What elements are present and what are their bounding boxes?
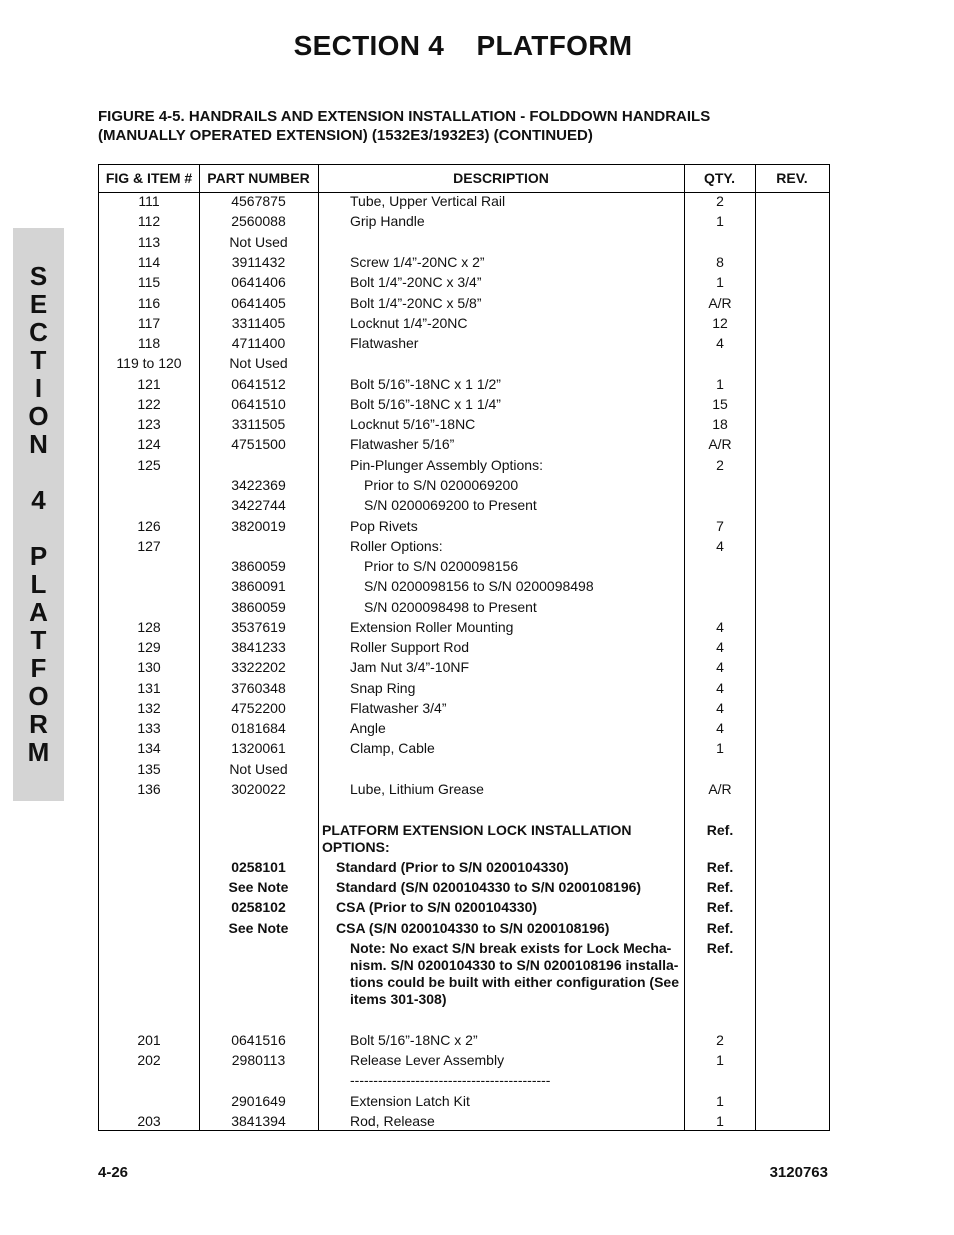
cell-fig-item: 115 [137, 274, 161, 290]
cell-description: Tube, Upper Vertical Rail [350, 193, 506, 209]
cell-fig-item: 202 [137, 1052, 161, 1068]
cell-part-number: 0258102 [231, 899, 286, 915]
cell-fig-item: 116 [137, 295, 161, 311]
cell-part-number: 3860091 [231, 578, 286, 594]
cell-part-number: 3422369 [231, 477, 286, 493]
cell-part-number: 2980113 [231, 1052, 286, 1068]
cell-fig-item: 126 [137, 518, 161, 534]
side-tab-letter: M [27, 737, 50, 767]
figure-title-line-1: FIGURE 4-5. HANDRAILS AND EXTENSION INSTALLATION - FOLDDOWN HANDRAILS [98, 108, 711, 125]
cell-description: Pop Rivets [350, 518, 418, 534]
cell-qty: 1 [716, 1113, 724, 1129]
side-tab-letter: T [30, 345, 47, 375]
cell-qty: 2 [716, 1032, 724, 1048]
cell-description: Flatwasher 3/4” [350, 700, 447, 716]
side-tab-letter: O [28, 401, 49, 431]
cell-part-number: 3820019 [231, 518, 286, 534]
cell-qty: Ref. [706, 879, 734, 895]
cell-description: Bolt 1/4”-20NC x 3/4” [350, 274, 482, 290]
cell-part-number: 4711400 [231, 335, 286, 351]
cell-fig-item: 128 [137, 619, 161, 635]
cell-qty: 4 [716, 639, 724, 655]
cell-part-number: 0641512 [231, 376, 286, 392]
cell-description: Snap Ring [350, 680, 416, 696]
cell-qty: 1 [716, 213, 724, 229]
cell-qty: A/R [708, 436, 732, 452]
figure-title [98, 107, 818, 145]
header-rev: REV. [776, 170, 808, 186]
cell-qty: A/R [708, 781, 732, 797]
side-tab-letter: P [29, 541, 48, 571]
side-tab-letter: E [29, 289, 48, 319]
cell-description: Bolt 5/16”-18NC x 2” [350, 1032, 478, 1048]
cell-description: Prior to S/N 0200098156 [364, 558, 519, 574]
side-tab-letter: N [29, 429, 48, 459]
cell-part-number: 4751500 [231, 436, 286, 452]
cell-qty: 1 [716, 376, 724, 392]
cell-part-number: 0641405 [231, 295, 286, 311]
cell-part-number: 0641516 [231, 1032, 286, 1048]
cell-description: Angle [350, 720, 386, 736]
cell-qty: 2 [716, 457, 724, 473]
cell-description: Locknut 1/4”-20NC [350, 315, 468, 331]
cell-part-number: See Note [228, 920, 289, 936]
cell-part-number: 3311405 [231, 315, 286, 331]
cell-description: S/N 0200098156 to S/N 0200098498 [364, 578, 594, 594]
cell-fig-item: 127 [137, 538, 161, 554]
cell-fig-item: 203 [137, 1113, 161, 1129]
cell-description: Locknut 5/16”-18NC [350, 416, 476, 432]
cell-description: Rod, Release [350, 1113, 435, 1129]
side-tab-letter: F [30, 653, 47, 683]
cell-qty: 4 [716, 659, 724, 675]
cell-qty: 4 [716, 335, 724, 351]
cell-fig-item: 132 [137, 700, 161, 716]
cell-description: Screw 1/4”-20NC x 2” [350, 254, 485, 270]
parts-table [98, 164, 830, 1131]
cell-description: Standard (Prior to S/N 0200104330) [336, 859, 569, 875]
cell-qty: 4 [716, 538, 724, 554]
cell-fig-item: 113 [137, 234, 161, 250]
cell-part-number: 4567875 [231, 193, 286, 209]
cell-description: Note: No exact S/N break exists for Lock Mecha- nism. S/N 0200104330 to S/N 0200108196 installa- tions could be built with either configuration (See items 301-308) [350, 940, 680, 1007]
cell-fig-item: 134 [137, 740, 161, 756]
cell-qty: 1 [716, 740, 724, 756]
cell-description: CSA (S/N 0200104330 to S/N 0200108196) [336, 920, 610, 936]
side-tab-letter: T [30, 625, 47, 655]
cell-qty: 1 [716, 1052, 724, 1068]
cell-part-number: 3322202 [231, 659, 286, 675]
cell-part-number: 1320061 [231, 740, 286, 756]
header-description: DESCRIPTION [453, 170, 549, 186]
cell-part-number: 4752200 [231, 700, 286, 716]
cell-fig-item: 125 [137, 457, 161, 473]
cell-qty: 2 [716, 193, 724, 209]
cell-qty: 7 [716, 518, 724, 534]
cell-part-number: 0641510 [231, 396, 286, 412]
cell-description: Extension Latch Kit [350, 1093, 470, 1109]
cell-description: Release Lever Assembly [350, 1052, 505, 1068]
cell-fig-item: 117 [137, 315, 161, 331]
column-divider [755, 165, 756, 1130]
cell-description: Clamp, Cable [350, 740, 435, 756]
header-fig-item: FIG & ITEM # [105, 170, 193, 186]
cell-qty: Ref. [706, 822, 734, 838]
cell-part-number: 2901649 [231, 1093, 286, 1109]
section-title: SECTION 4 PLATFORM [293, 30, 633, 61]
cell-fig-item: 114 [137, 254, 161, 270]
cell-description: Roller Options: [350, 538, 443, 554]
cell-fig-item: 121 [137, 376, 161, 392]
cell-qty: Ref. [706, 899, 734, 915]
side-tab-letter: C [29, 317, 48, 347]
cell-part-number: 0258101 [231, 859, 286, 875]
cell-fig-item: 130 [137, 659, 161, 675]
cell-part-number: 3911432 [231, 254, 286, 270]
cell-qty: 8 [716, 254, 724, 270]
cell-description: CSA (Prior to S/N 0200104330) [336, 899, 538, 915]
cell-description: Lube, Lithium Grease [350, 781, 484, 797]
cell-description: ------------------------------------------- [350, 1072, 551, 1088]
cell-qty: 1 [716, 1093, 724, 1109]
cell-fig-item: 133 [137, 720, 161, 736]
cell-part-number: 2560088 [231, 213, 286, 229]
cell-fig-item: 135 [137, 761, 161, 777]
cell-part-number: 3537619 [231, 619, 286, 635]
cell-description: Flatwasher [350, 335, 419, 351]
cell-description: Grip Handle [350, 213, 425, 229]
figure-title-line-2: (MANUALLY OPERATED EXTENSION) (1532E3/1932E3) (CONTINUED) [98, 127, 593, 144]
cell-qty: 4 [716, 720, 724, 736]
cell-fig-item: 201 [137, 1032, 161, 1048]
cell-part-number: 3841394 [231, 1113, 286, 1129]
cell-fig-item: 112 [137, 213, 161, 229]
section-side-tab [13, 228, 64, 801]
cell-qty: 18 [712, 416, 728, 432]
cell-qty: Ref. [706, 940, 734, 956]
side-tab-letter: O [28, 681, 49, 711]
cell-description: Bolt 5/16”-18NC x 1 1/4” [350, 396, 501, 412]
cell-qty: 15 [712, 396, 728, 412]
cell-qty: A/R [708, 295, 732, 311]
cell-fig-item: 111 [138, 193, 160, 209]
cell-fig-item: 118 [137, 335, 161, 351]
cell-description: PLATFORM EXTENSION LOCK INSTALLATION OPTIONS: [322, 822, 632, 855]
cell-fig-item: 119 to 120 [116, 355, 182, 371]
cell-part-number: See Note [228, 879, 289, 895]
cell-description: Roller Support Rod [350, 639, 470, 655]
header-part-number: PART NUMBER [207, 170, 310, 186]
cell-fig-item: 122 [137, 396, 161, 412]
cell-description: Jam Nut 3/4”-10NF [350, 659, 470, 675]
cell-part-number: Not Used [229, 355, 288, 371]
cell-description: Bolt 5/16”-18NC x 1 1/2” [350, 376, 501, 392]
cell-part-number: 3841233 [231, 639, 286, 655]
cell-fig-item: 124 [137, 436, 161, 452]
cell-qty: 4 [716, 619, 724, 635]
cell-part-number: 0641406 [231, 274, 286, 290]
cell-qty: Ref. [706, 920, 734, 936]
header-qty: QTY. [703, 170, 736, 186]
cell-qty: 4 [716, 700, 724, 716]
cell-fig-item: 123 [137, 416, 161, 432]
side-tab-letter: A [29, 597, 48, 627]
side-tab-letter: I [34, 373, 43, 403]
cell-description: Extension Roller Mounting [350, 619, 514, 635]
cell-description: Bolt 1/4”-20NC x 5/8” [350, 295, 482, 311]
cell-qty: 4 [716, 680, 724, 696]
cell-qty: 1 [716, 274, 724, 290]
cell-part-number: 0181684 [231, 720, 286, 736]
page-number: 4-26 [98, 1164, 129, 1181]
cell-part-number: 3311505 [231, 416, 286, 432]
document-number: 3120763 [769, 1164, 828, 1181]
cell-description: Flatwasher 5/16” [350, 436, 455, 452]
cell-part-number: 3760348 [231, 680, 286, 696]
cell-qty: Ref. [706, 859, 734, 875]
cell-part-number: 3860059 [231, 558, 286, 574]
cell-part-number: Not Used [229, 234, 288, 250]
cell-description: S/N 0200069200 to Present [364, 497, 537, 513]
cell-fig-item: 136 [137, 781, 161, 797]
side-tab-letter: L [30, 569, 47, 599]
side-tab-letter: 4 [31, 485, 46, 515]
cell-part-number: 3860059 [231, 599, 286, 615]
cell-part-number: 3422744 [231, 497, 286, 513]
cell-description: Pin-Plunger Assembly Options: [350, 457, 543, 473]
cell-description: S/N 0200098498 to Present [364, 599, 537, 615]
cell-qty: 12 [712, 315, 728, 331]
cell-fig-item: 131 [137, 680, 161, 696]
cell-part-number: Not Used [229, 761, 288, 777]
cell-part-number: 3020022 [231, 781, 286, 797]
side-tab-letter: S [29, 261, 48, 291]
cell-description: Prior to S/N 0200069200 [364, 477, 519, 493]
side-tab-letter: R [29, 709, 48, 739]
cell-description: Standard (S/N 0200104330 to S/N 0200108196) [336, 879, 642, 895]
cell-fig-item: 129 [137, 639, 161, 655]
